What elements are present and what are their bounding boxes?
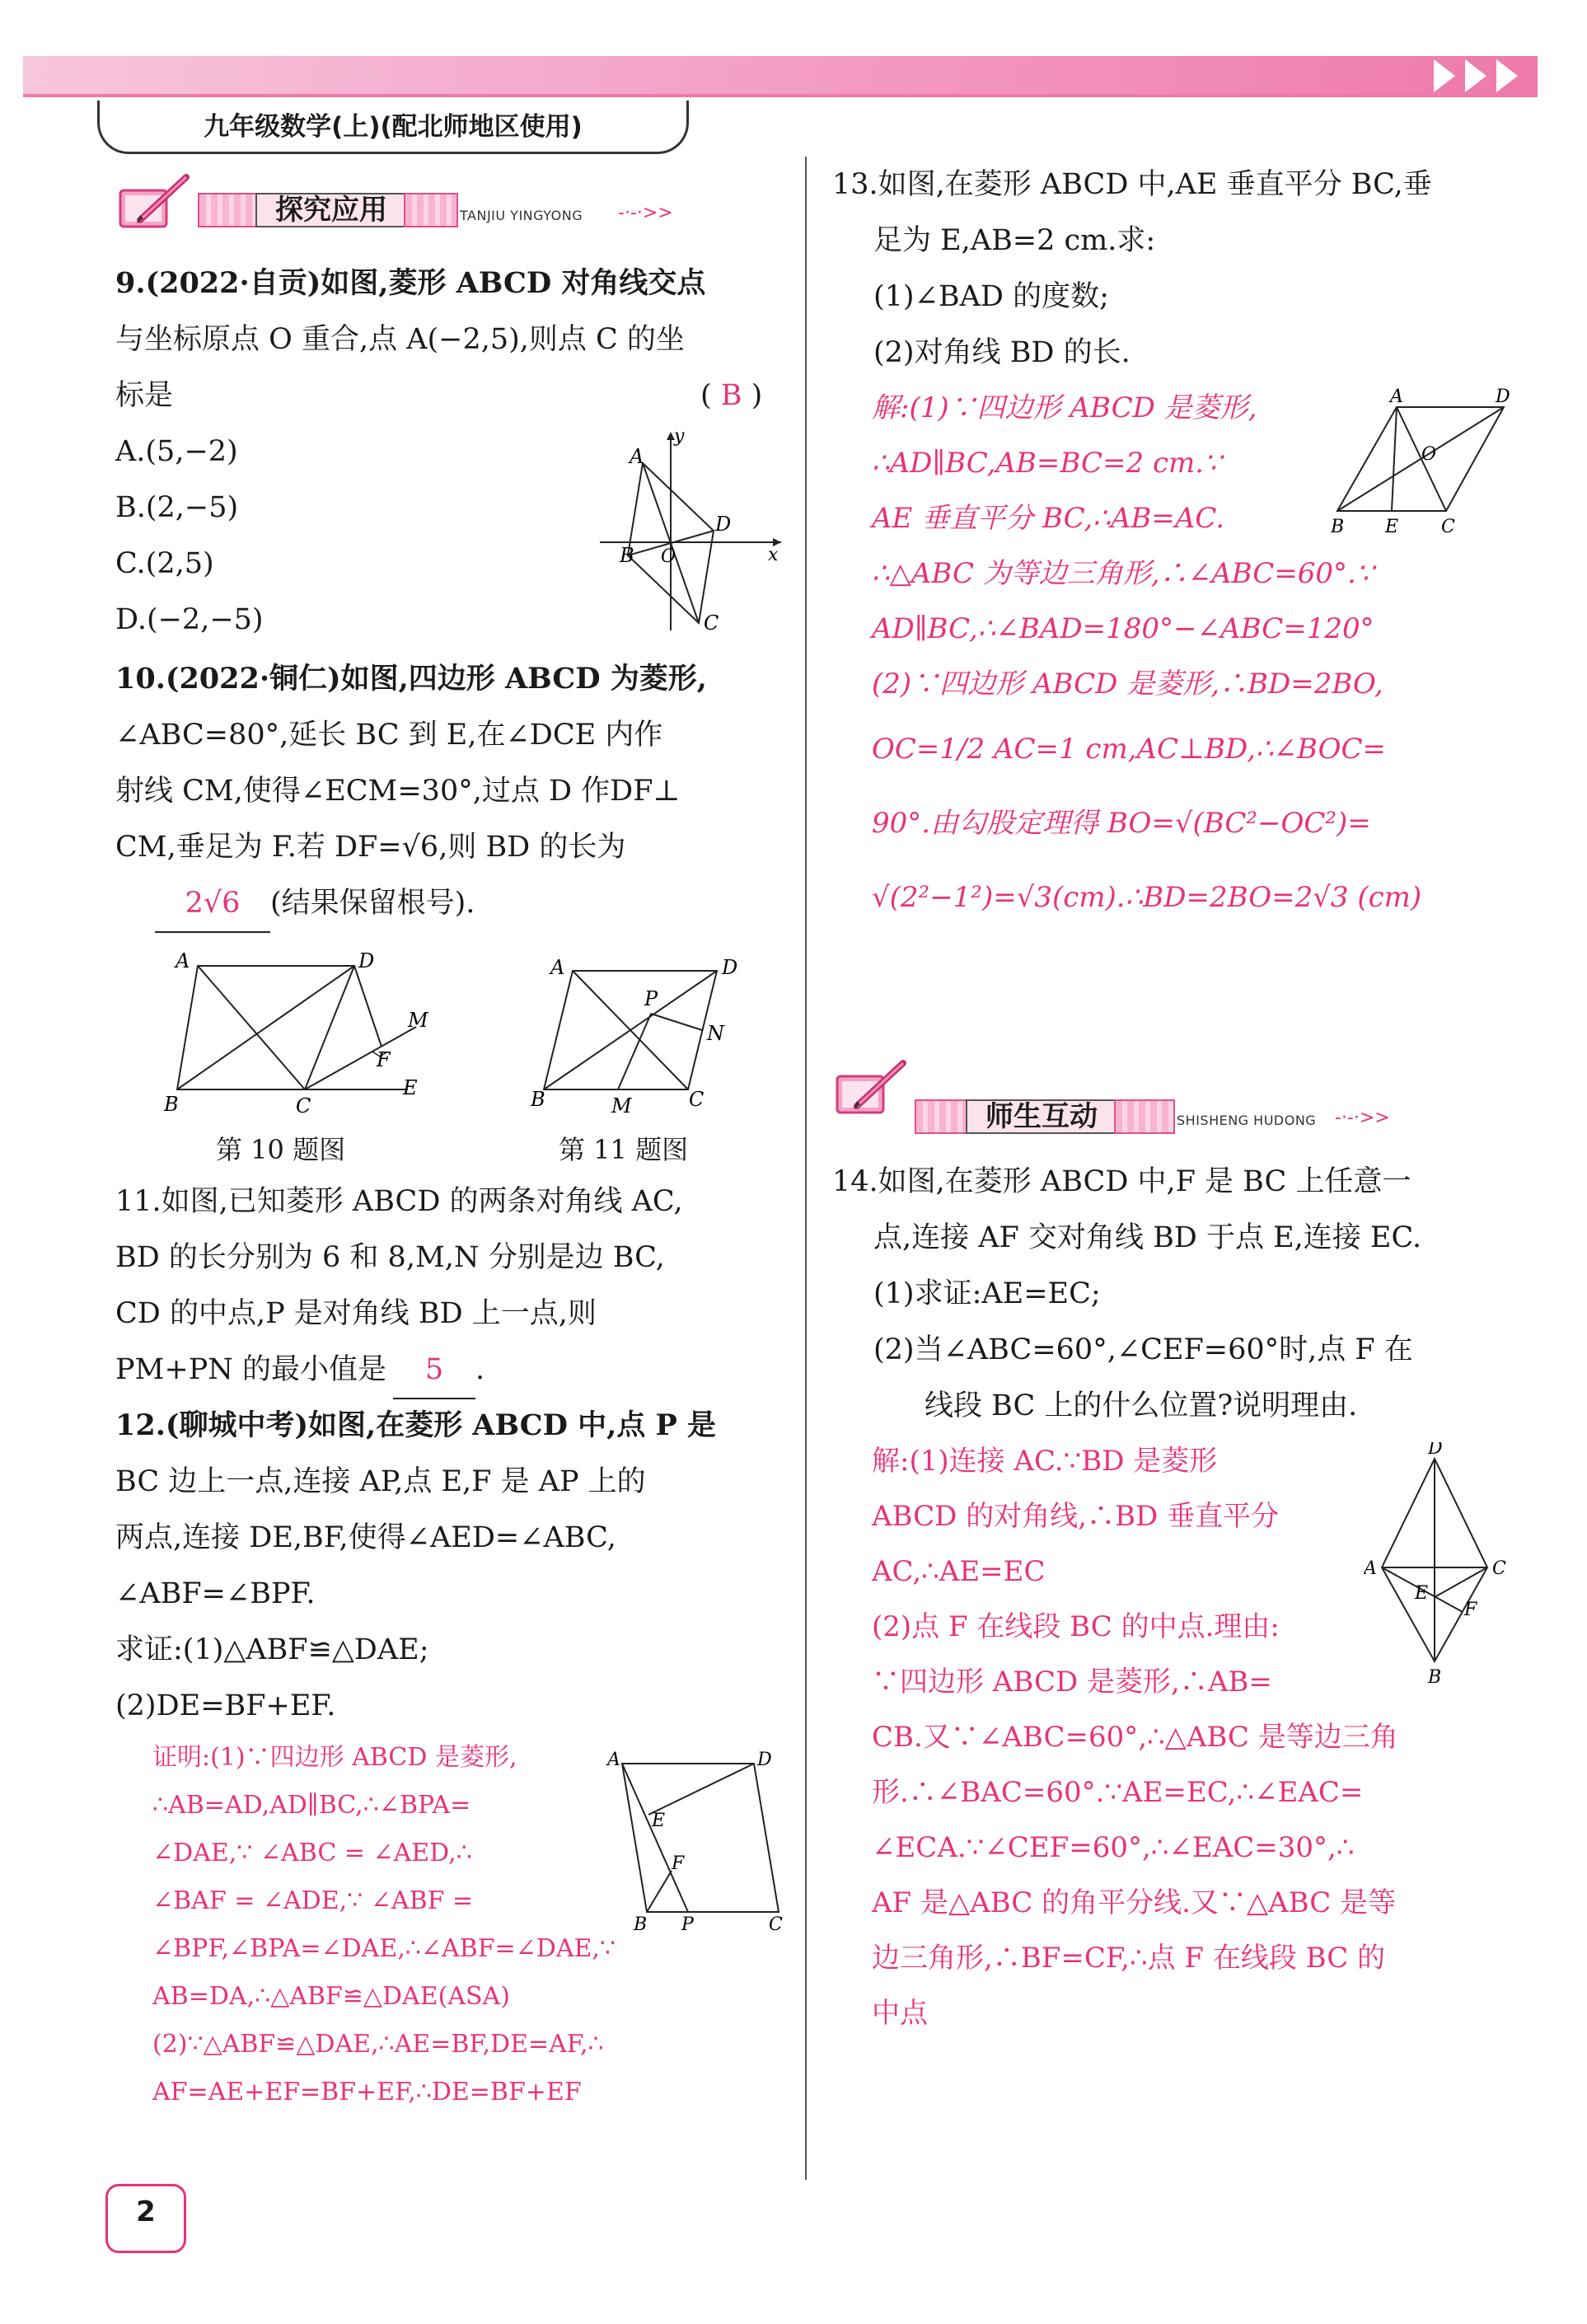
- q11-answer: 5: [393, 1342, 475, 1399]
- q12-line: ∠ABF=∠BPF.: [115, 1577, 316, 1610]
- q9-option: D.(−2,−5): [115, 603, 264, 636]
- q14-solution-line: 中点: [872, 1997, 928, 2030]
- figure-q10: [161, 948, 441, 1121]
- svg-text:F: F: [1464, 1600, 1477, 1620]
- q13-solution-line: ∴AD∥BC,AB=BC=2 cm.∵: [872, 447, 1222, 480]
- svg-text:C: C: [769, 1914, 783, 1935]
- q12-solution-line: ∴AB=AD,AD∥BC,∴∠BPA=: [152, 1791, 471, 1820]
- q12-solution-line: ∠BAF = ∠ADE,∵ ∠ABF =: [152, 1886, 474, 1915]
- q9-line: 9.(2022·自贡)如图,菱形 ABCD 对角线交点: [115, 266, 706, 300]
- q10-suffix: (结果保留根号).: [270, 887, 475, 920]
- svg-text:C: C: [689, 1088, 705, 1111]
- svg-text:D: D: [757, 1750, 772, 1770]
- q12-solution-line: 证明:(1)∵四边形 ABCD 是菱形,: [152, 1743, 517, 1772]
- q11-line: 11.如图,已知菱形 ABCD 的两条对角线 AC,: [115, 1185, 683, 1218]
- q11-line: CD 的中点,P 是对角线 BD 上一点,则: [115, 1297, 597, 1330]
- q9-option: B.(2,−5): [115, 491, 239, 524]
- page-title: 九年级数学(上)(配北师地区使用): [204, 112, 583, 142]
- svg-text:N: N: [707, 1022, 724, 1045]
- q12-solution-line: AF=AE+EF=BF+EF,∴DE=BF+EF: [152, 2078, 582, 2106]
- q14-solution-line: (2)点 F 在线段 BC 的中点.理由:: [872, 1610, 1280, 1643]
- svg-text:F: F: [377, 1048, 391, 1071]
- section-bar-decoration: [404, 193, 458, 227]
- q14-solution-line: 解:(1)连接 AC.∵BD 是菱形: [872, 1445, 1218, 1478]
- q12-line: 12.(聊城中考)如图,在菱形 ABCD 中,点 P 是: [115, 1408, 717, 1442]
- svg-text:D: D: [358, 949, 375, 972]
- column-divider: [805, 157, 807, 2180]
- question-14: [832, 1154, 1524, 1434]
- svg-text:D: D: [722, 956, 738, 979]
- svg-text:A: A: [1390, 387, 1403, 407]
- question-13: [832, 157, 1524, 381]
- q14-line: (1)求证:AE=EC;: [873, 1277, 1101, 1310]
- q14-line: 线段 BC 上的什么位置?说明理由.: [925, 1389, 1358, 1422]
- q11-line: [115, 1342, 791, 1399]
- svg-text:C: C: [704, 611, 719, 635]
- svg-text:A: A: [1364, 1558, 1377, 1579]
- q13-line: (2)对角线 BD 的长.: [873, 336, 1131, 369]
- svg-text:B: B: [620, 544, 634, 567]
- question-10: [115, 651, 791, 933]
- q13-solution-line: 90°.由勾股定理得 BO=√(BC²−OC²)=: [872, 807, 1371, 840]
- section-pinyin-explore: TANJIU YINGYONG: [460, 208, 583, 223]
- svg-text:x: x: [768, 545, 779, 565]
- q12-solution: [152, 1734, 614, 1925]
- header-band: [23, 56, 1538, 94]
- question-11: [115, 1174, 791, 1399]
- svg-text:D: D: [715, 513, 732, 536]
- svg-text:M: M: [408, 1009, 428, 1032]
- q14-line: 点,连接 AF 交对角线 BD 于点 E,连接 EC.: [873, 1221, 1422, 1254]
- q12-line: BC 边上一点,连接 AP,点 E,F 是 AP 上的: [115, 1465, 646, 1498]
- q13-line: 足为 E,AB=2 cm.求:: [873, 224, 1156, 257]
- q9-option: C.(2,5): [115, 547, 214, 580]
- svg-text:F: F: [672, 1853, 685, 1874]
- q9-answer-bracket: ( B ): [700, 379, 763, 412]
- q14-solution-line: ∵四边形 ABCD 是菱形,∴AB=: [872, 1666, 1272, 1698]
- svg-text:A: A: [607, 1750, 620, 1770]
- header-band-line: [23, 94, 1538, 97]
- section-bar-decoration: [915, 1099, 969, 1134]
- figure-10-caption: 第 10 题图: [216, 1134, 346, 1165]
- q12-solution-line: ∠DAE,∵ ∠ABC = ∠AED,∴: [152, 1839, 472, 1867]
- q12-line: (2)DE=BF+EF.: [115, 1689, 336, 1722]
- page-number: 2: [136, 2195, 156, 2228]
- svg-text:A: A: [550, 956, 565, 979]
- svg-text:E: E: [652, 1811, 666, 1831]
- q14-solution-line: AC,∴AE=EC: [872, 1555, 1046, 1588]
- svg-text:O: O: [661, 546, 676, 567]
- svg-text:A: A: [630, 445, 644, 468]
- q13-solution-line: OC=1/2 AC=1 cm,AC⊥BD,∴∠BOC=: [872, 733, 1386, 766]
- chevron-decoration-icon: [1496, 59, 1518, 92]
- svg-text:E: E: [1415, 1583, 1429, 1604]
- section-bar-decoration: [1114, 1099, 1175, 1134]
- q14-solution-line: AF 是△ABC 的角平分线.又∵△ABC 是等: [872, 1886, 1397, 1919]
- q13-line: (1)∠BAD 的度数;: [873, 280, 1109, 313]
- arrow-decoration-icon: -·-·>>: [1335, 1108, 1390, 1128]
- question-12: [115, 1398, 791, 1734]
- section-bar-decoration: [198, 193, 259, 227]
- q14-solution-line: CB.又∵∠ABC=60°,∴△ABC 是等边三角: [872, 1721, 1398, 1754]
- q13-solution-line: AD∥BC,∴∠BAD=180°−∠ABC=120°: [872, 612, 1374, 645]
- q10-answer-line: [115, 875, 791, 933]
- svg-text:E: E: [1385, 517, 1399, 537]
- svg-text:B: B: [531, 1088, 545, 1111]
- q10-line: 10.(2022·铜仁)如图,四边形 ABCD 为菱形,: [115, 662, 707, 696]
- q14-line: (2)当∠ABC=60°,∠CEF=60°时,点 F 在: [873, 1333, 1413, 1366]
- svg-text:A: A: [176, 949, 190, 972]
- q9-line: 与坐标原点 O 重合,点 A(−2,5),则点 C 的坐: [115, 323, 685, 356]
- svg-text:C: C: [296, 1094, 311, 1117]
- figure-q13: [1331, 387, 1533, 540]
- q13-solution-line: (2)∵四边形 ABCD 是菱形,∴BD=2BO,: [872, 668, 1383, 700]
- q10-line: CM,垂足为 F.若 DF=√6,则 BD 的长为: [115, 831, 626, 864]
- q10-line: ∠ABC=80°,延长 BC 到 E,在∠DCE 内作: [115, 719, 663, 752]
- q10-line: 射线 CM,使得∠ECM=30°,过点 D 作DF⊥: [115, 775, 681, 808]
- section-title-interact: 师生互动: [966, 1099, 1117, 1134]
- q10-answer: 2√6: [155, 875, 270, 933]
- q14-solution-line: ABCD 的对角线,∴BD 垂直平分: [872, 1500, 1280, 1533]
- q13-line: 13.如图,在菱形 ABCD 中,AE 垂直平分 BC,垂: [832, 168, 1432, 201]
- figure-11-caption: 第 11 题图: [559, 1134, 689, 1165]
- figure-q12: [606, 1747, 795, 1937]
- q13-solution-line: ∴△ABC 为等边三角形,∴∠ABC=60°.∵: [872, 557, 1374, 590]
- q14-solution-line: 形.∴∠BAC=60°.∵AE=EC,∴∠EAC=: [872, 1776, 1364, 1809]
- q12-solution-line: ∠BPF,∠BPA=∠DAE,∴∠ABF=∠DAE,∵: [152, 1934, 616, 1963]
- svg-text:C: C: [1492, 1558, 1506, 1579]
- svg-text:B: B: [164, 1093, 179, 1116]
- section-pinyin-interact: SHISHENG HUDONG: [1177, 1113, 1317, 1128]
- q12-solution-cont: [152, 1925, 795, 2116]
- q12-line: 求证:(1)△ABF≌△DAE;: [115, 1633, 429, 1666]
- q12-solution-line: (2)∵△ABF≌△DAE,∴AE=BF,DE=AF,∴: [152, 2030, 604, 2059]
- pen-notebook-icon: [115, 169, 198, 235]
- q13-solution-cont: [872, 546, 1531, 935]
- q9-answer: B: [720, 379, 742, 412]
- q14-line: 14.如图,在菱形 ABCD 中,F 是 BC 上任意一: [832, 1165, 1411, 1198]
- figure-q14: [1364, 1442, 1528, 1689]
- svg-text:D: D: [1496, 387, 1510, 407]
- arrow-decoration-icon: -·-·>>: [618, 203, 673, 223]
- q14-solution: [872, 1434, 1366, 1710]
- q12-solution-line: AB=DA,∴△ABF≌△DAE(ASA): [152, 1982, 510, 2011]
- q12-line: 两点,连接 DE,BF,使得∠AED=∠ABC,: [115, 1521, 616, 1554]
- svg-text:B: B: [1331, 517, 1345, 537]
- svg-text:y: y: [674, 429, 685, 447]
- svg-text:P: P: [681, 1914, 694, 1935]
- section-title-explore: 探究应用: [255, 193, 407, 227]
- chevron-decoration-icon: [1434, 59, 1455, 92]
- q14-solution-line: ∠ECA.∵∠CEF=60°,∴∠EAC=30°,∴: [872, 1831, 1355, 1864]
- pen-notebook-icon: [832, 1055, 915, 1121]
- q13-solution-line: √(2²−1²)=√3(cm).∴BD=2BO=2√3 (cm): [872, 881, 1422, 914]
- svg-text:E: E: [403, 1076, 418, 1099]
- svg-text:P: P: [644, 987, 658, 1010]
- q14-solution-cont: [872, 1710, 1531, 2041]
- q11-prefix: PM+PN 的最小值是: [115, 1353, 387, 1386]
- figure-q11: [519, 956, 783, 1121]
- svg-text:C: C: [1441, 517, 1455, 537]
- svg-text:B: B: [634, 1914, 648, 1935]
- svg-text:D: D: [1428, 1442, 1443, 1459]
- q13-solution-line: AE 垂直平分 BC,∴AB=AC.: [872, 502, 1225, 535]
- svg-text:B: B: [1428, 1667, 1442, 1688]
- q9-line: 标是 ( B ): [115, 368, 791, 424]
- q13-solution: [872, 381, 1333, 546]
- q13-solution-line: 解:(1)∵四边形 ABCD 是菱形,: [872, 391, 1257, 424]
- svg-text:M: M: [611, 1094, 632, 1117]
- q11-suffix: .: [475, 1353, 485, 1386]
- q9-option: A.(5,−2): [115, 435, 238, 468]
- svg-text:O: O: [1421, 444, 1437, 465]
- chevron-decoration-icon: [1465, 59, 1486, 92]
- q11-line: BD 的长分别为 6 和 8,M,N 分别是边 BC,: [115, 1241, 665, 1274]
- figure-q9: [592, 429, 789, 635]
- q14-solution-line: 边三角形,∴BF=CF,∴点 F 在线段 BC 的: [872, 1942, 1386, 1975]
